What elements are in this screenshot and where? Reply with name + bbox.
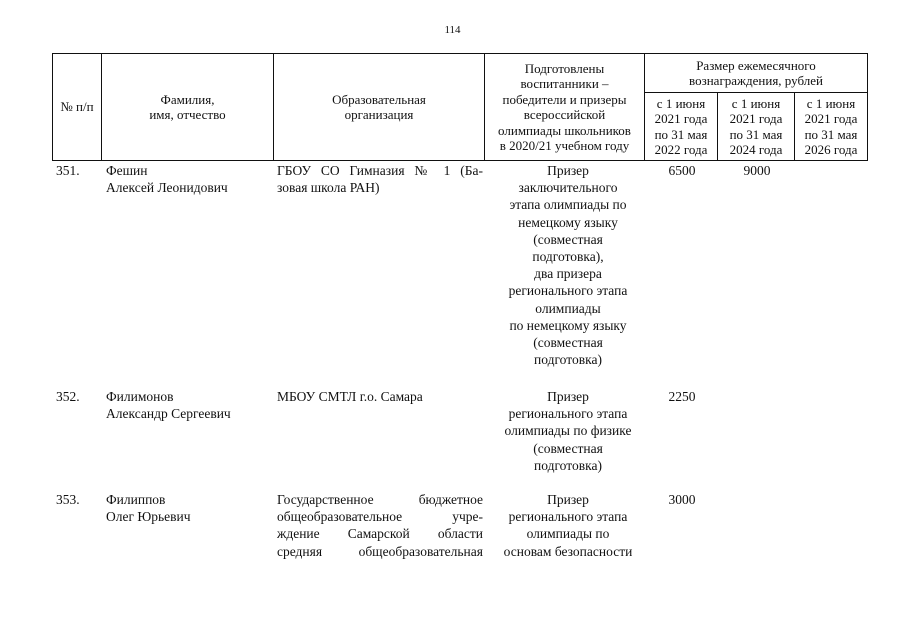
row-organization: ГБОУ СО Гимназия № 1 (Ба- зовая школа РАН) <box>277 163 483 196</box>
row-number: 353. <box>56 492 80 507</box>
row-number: 352. <box>56 389 80 404</box>
table-header <box>52 53 868 161</box>
row-reward-2022: 3000 <box>668 492 696 507</box>
row-full-name: Фешин Алексей Леонидович <box>106 163 228 196</box>
row-organization: МБОУ СМТЛ г.о. Самара <box>277 389 423 404</box>
row-reward-2022: 6500 <box>668 163 696 178</box>
row-reward-2022: 2250 <box>668 389 696 404</box>
header-period-2022: с 1 июня 2021 года по 31 мая 2022 года <box>645 93 718 161</box>
row-full-name: Филиппов Олег Юрьевич <box>106 492 191 525</box>
header-reward-group: Размер ежемесячного вознаграждения, рублей <box>645 54 868 93</box>
row-achievement: Призер заключительного этапа олимпиады по немецкому языку (совместная подготовка), два призера регионального этапа олимпиады по немецкому языку (совместная подготовка) <box>508 163 628 368</box>
row-reward-2024: 9000 <box>743 163 771 178</box>
header-period-2026: с 1 июня 2021 года по 31 мая 2026 года <box>795 93 868 161</box>
row-achievement: Призер регионального этапа олимпиады по физике (совместная подготовка) <box>504 389 632 473</box>
page-number: 114 <box>444 24 461 36</box>
header-full-name: Фамилия, имя, отчество <box>102 54 274 161</box>
row-number: 351. <box>56 163 80 178</box>
row-organization: Государственное бюджетное общеобразовательное учре- ждение Самарской области средняя общеобразовательная <box>277 492 483 559</box>
header-organization: Образовательная организация <box>274 54 485 161</box>
header-number: № п/п <box>53 54 102 161</box>
row-achievement: Призер регионального этапа олимпиады по основам безопасности <box>503 492 633 559</box>
row-full-name: Филимонов Александр Сергеевич <box>106 389 231 422</box>
header-achievement: Подготовлены воспитанники – победители и призеры всероссийской олимпиады школьников в 2020/21 учебном году <box>485 54 645 161</box>
header-period-2024: с 1 июня 2021 года по 31 мая 2024 года <box>718 93 795 161</box>
